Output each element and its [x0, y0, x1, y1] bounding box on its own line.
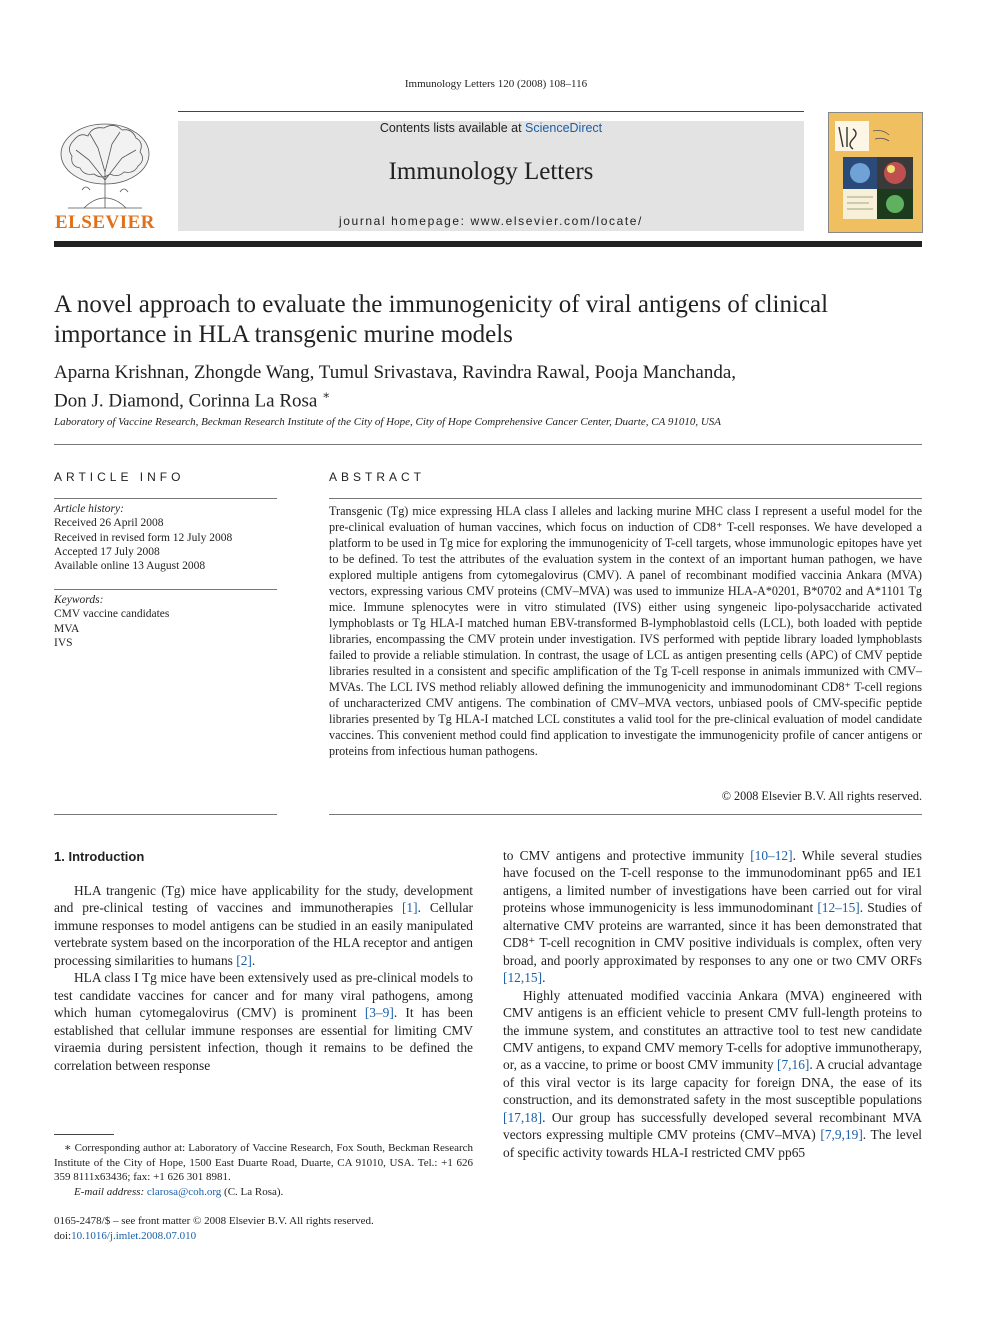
abstract-heading: ABSTRACT: [329, 470, 426, 484]
history-revised: Received in revised form 12 July 2008: [54, 531, 233, 544]
text-run: . Studies of alternative CMV proteins are warranted, since it has been demonstrated that CD8⁺ T-cell recognition in CMV positive individuals is complex, often very broad, and poorly approximated by responses to any one or two CMV ORFs: [503, 900, 922, 968]
authors-line-2-names: Don J. Diamond, Corinna La Rosa: [54, 390, 318, 412]
text-run: . It has been established that cellular immune responses are essential for limiting CMV viraemia during persistent infection, though it remains to be defined the correlation between response: [54, 1005, 473, 1073]
citation-link[interactable]: [7,16]: [777, 1057, 810, 1073]
text-run: . A crucial advantage of this viral vector is its large capacity for foreign DNA, the ease of its construction, and its demonstrated safety in the most susceptible populations: [503, 1057, 922, 1108]
text-run: HLA class I Tg mice have been extensively used as pre-clinical models to test candidate vaccines for cancer and for many viral pathogens, among which human cytomegalovirus (CMV) is prominent: [54, 970, 473, 1021]
running-head: Immunology Letters 120 (2008) 108–116: [404, 78, 588, 90]
intro-paragraph-2: [54, 969, 473, 1074]
email-link[interactable]: clarosa@coh.org: [146, 1185, 222, 1198]
article-info-rule-bottom: [54, 814, 277, 815]
keyword-item: IVS: [54, 636, 73, 649]
intro-left-column: [54, 882, 473, 1074]
abstract-rule-top: [329, 498, 922, 499]
article-history-label: Article history:: [54, 503, 124, 515]
text-run: . The level of specific activity towards HLA-I restricted CMV pp65: [503, 1127, 922, 1160]
keywords-label: Keywords:: [54, 594, 104, 606]
corresponding-author-mark[interactable]: ∗: [322, 388, 331, 402]
intro-right-column: [503, 847, 922, 1161]
text-run: . While several studies have focused on the T-cell response to the immunodominant pp65 and IE1 antigens, a limited number of investigations have been carried out for viral proteins whose immunogenicity is less immunodominant: [503, 848, 922, 916]
publisher-wordmark: ELSEVIER: [54, 212, 156, 233]
citation-link[interactable]: [1]: [401, 900, 418, 916]
text-run: Highly attenuated modified vaccinia Ankara (MVA) engineered with CMV antigens is an efficient vehicle to present CMV full-length proteins to the immune system, and constitutes an attractive tool to test new candidate CMV antigens, to expand CMV memory T-cells for adoptive immunotherapy, or, as a vaccine, to prime or boost CMV immunity: [503, 987, 922, 1073]
email-suffix: (C. La Rosa).: [221, 1185, 284, 1198]
keyword-item: MVA: [54, 622, 80, 635]
text-run: HLA trangenic (Tg) mice have applicability for the study, development and pre-clinical testing of vaccines and immunotherapies: [54, 883, 473, 916]
citation-link[interactable]: [7,9,19]: [820, 1127, 863, 1143]
article-info-rule-top: [54, 498, 277, 499]
affiliation: Laboratory of Vaccine Research, Beckman Research Institute of the City of Hope, City of Hope Comprehensive Cancer Center, Duarte, CA 91010, USA: [54, 416, 722, 428]
text-run: .: [251, 952, 256, 968]
citation-link[interactable]: [2]: [236, 952, 252, 968]
keywords-block: [54, 593, 277, 650]
footnote-rule: [54, 1134, 114, 1135]
article-info-rule-mid: [54, 589, 277, 590]
abstract-copyright: © 2008 Elsevier B.V. All rights reserved.: [721, 789, 922, 803]
footnote-text-line: [54, 1141, 473, 1185]
footnote-text: Corresponding author at: Laboratory of Vaccine Research, Fox South, Beckman Research Institute of the City of Hope, 1500 East Duarte Road, Duarte, CA 91010, USA. Tel.: +1 626 359 8111x63436; fax: +1 626 301 8981.: [54, 1142, 474, 1183]
citation-link[interactable]: [10–12]: [750, 848, 793, 863]
keyword-item: CMV vaccine candidates: [54, 608, 170, 621]
article-info-heading: ARTICLE INFO: [54, 470, 185, 484]
abstract-rule-bottom: [329, 814, 922, 815]
footnote-email-line: [54, 1185, 473, 1200]
authors-line-1: Aparna Krishnan, Zhongde Wang, Tumul Srivastava, Ravindra Rawal, Pooja Manchanda,: [54, 362, 736, 383]
corresponding-author-footnote: [54, 1141, 473, 1199]
intro-paragraph-3: [503, 847, 922, 987]
header-top-rule: [178, 111, 804, 112]
citation-link[interactable]: [17,18]: [503, 1109, 543, 1125]
affiliation-rule: [54, 444, 922, 445]
doi-label: doi:: [54, 1229, 72, 1242]
author-list: [54, 362, 924, 412]
history-accepted: Accepted 17 July 2008: [54, 545, 160, 558]
article-history-block: [54, 502, 277, 573]
contents-prefix: Contents lists available at: [379, 121, 526, 135]
text-run: . Our group has successfully developed several recombinant MVA vectors expressing multiple CMV proteins (CMV–MVA): [503, 1109, 922, 1143]
text-run: .: [542, 970, 546, 986]
issn-line: 0165-2478/$ – see front matter © 2008 Elsevier B.V. All rights reserved.: [54, 1215, 374, 1227]
history-received: Received 26 April 2008: [54, 517, 164, 530]
journal-homepage[interactable]: journal homepage: www.elsevier.com/locate/: [339, 214, 643, 228]
sciencedirect-link[interactable]: ScienceDirect: [525, 121, 603, 135]
doi-link[interactable]: 10.1016/j.imlet.2008.07.010: [71, 1229, 197, 1242]
section-heading-introduction: 1. Introduction: [54, 849, 145, 864]
history-online: Available online 13 August 2008: [54, 560, 206, 573]
text-run: . Cellular immune responses to model antigens can be studied in an easily manipulated vertebrate system based on the incorporation of the HLA receptor and antigen processing similarities to humans: [54, 900, 473, 968]
header-thick-rule: [54, 241, 922, 247]
contents-line: [178, 121, 804, 135]
citation-link[interactable]: [12–15]: [817, 900, 860, 916]
email-label: E-mail address:: [74, 1185, 147, 1198]
journal-name: Immunology Letters: [388, 158, 594, 185]
article-title: A novel approach to evaluate the immunogenicity of viral antigens of clinical importance in HLA transgenic murine models: [54, 291, 829, 348]
front-matter: [54, 1214, 514, 1243]
intro-paragraph-1: [54, 882, 473, 969]
abstract-text: Transgenic (Tg) mice expressing HLA class I alleles and lacking murine MHC class I represent a useful model for the pre-clinical evaluation of human vaccines, which focus on induction of CD8⁺ T-cell responses. We have developed a platform to be used in Tg mice for exploring the immunogenicity of T-cell targets, whose immunologic epitopes have yet to be defined. To test the attributes of the evaluation system in the context of an important human pathogen, we have explored multiple antigens from cytomegalovirus (CMV). A panel of recombinant modified vaccinia Ankara (MVA) vectors, expressing various CMV proteins (CMV–MVA) was used to immunize HLA-A*0201, B*0702 and A*1101 Tg mice. Immune splenocytes were in vitro stimulated (IVS) either using syngeneic lipo-polysaccharide activated lymphoblasts or Tg HLA-I matched human EBV-transformed B-lymphoblastoid cells (LCL), both loaded with peptide libraries, encompassing the CMV protein under investigation. IVS performed with peptide library loaded lymphoblasts failed to provide a reliable stimulation. In contrast, the usage of LCL as antigen presenting cells (APC) of CMV peptide libraries resulted in a consistent and specific amplification of the Tg T-cell response in animals immunized with CMV–MVAs. The LCL IVS method reliably allowed defining the immunogenicity and immunodominant CD8⁺ T-cell regions of uncharacterized CMV antigens. The combination of CMV–MVA vectors, unbiased pools of CMV-specific peptide libraries presented by Tg HLA-I matched LCL constitutes a valid tool for the pre-clinical evaluation of model candidate vaccines. This convenient method could find application to investigate the immunogenicity profile of cancer antigens or proteins from infectious human pathogens.: [329, 504, 922, 758]
doi-line: [54, 1229, 514, 1244]
citation-link[interactable]: [12,15]: [503, 970, 543, 986]
citation-link[interactable]: [3–9]: [364, 1005, 394, 1021]
intro-paragraph-4: [503, 987, 922, 1162]
footnote-mark: ∗: [64, 1142, 72, 1154]
text-run: to CMV antigens and protective immunity: [503, 848, 751, 863]
journal-cover-image: [828, 112, 923, 233]
authors-line-2: [54, 384, 924, 412]
